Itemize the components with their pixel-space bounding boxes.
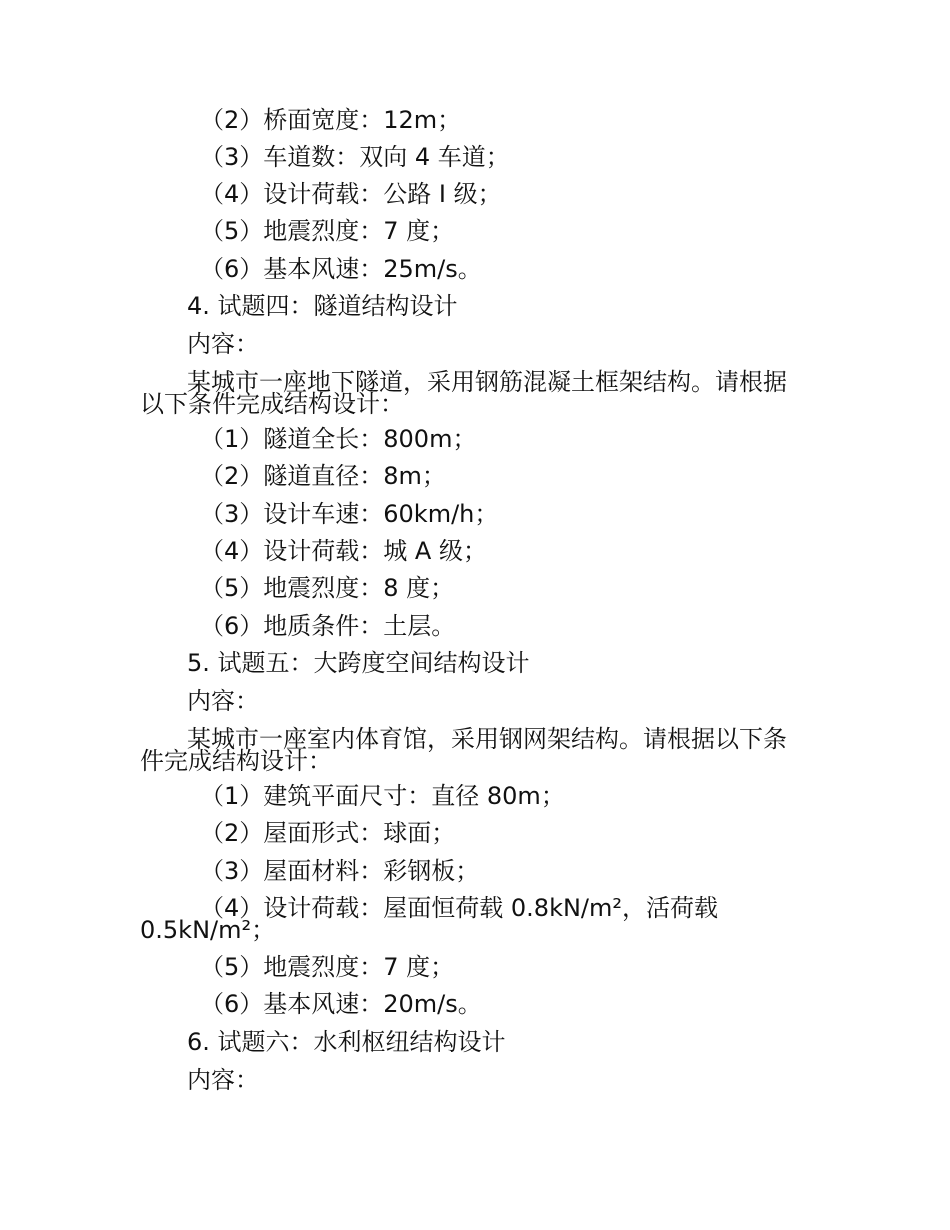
- list-item: （5）地震烈度：7 度；: [200, 953, 455, 981]
- content-label: 内容：: [187, 330, 259, 358]
- list-item: （4）设计荷载：公路 I 级；: [200, 180, 502, 208]
- list-item: （3）设计车速：60km/h；: [200, 500, 499, 528]
- list-item: （2）隧道直径：8m；: [200, 462, 446, 490]
- paragraph-line: 件完成结构设计：: [140, 747, 332, 775]
- list-item-continuation: 0.5kN/m²；: [140, 916, 276, 944]
- list-item: （5）地震烈度：8 度；: [200, 574, 455, 602]
- section-heading: 6. 试题六：水利枢纽结构设计: [187, 1028, 506, 1056]
- list-item: （5）地震烈度：7 度；: [200, 217, 455, 245]
- list-item: （3）屋面材料：彩钢板；: [200, 857, 480, 885]
- list-item: （4）设计荷载：屋面恒荷载 0.8kN/m²，活荷载: [200, 894, 719, 922]
- list-item: （2）桥面宽度：12m；: [200, 106, 462, 134]
- paragraph-line: 某城市一座地下隧道，采用钢筋混凝土框架结构。请根据: [187, 368, 787, 396]
- list-item: （1）隧道全长：800m；: [200, 425, 477, 453]
- list-item: （6）基本风速：20m/s。: [200, 990, 482, 1018]
- list-item: （4）设计荷载：城 A 级；: [200, 537, 487, 565]
- list-item: （3）车道数：双向 4 车道；: [200, 143, 510, 171]
- list-item: （6）地质条件：土层。: [200, 612, 456, 640]
- paragraph-line: 以下条件完成结构设计：: [140, 390, 404, 418]
- list-item: （1）建筑平面尺寸：直径 80m；: [200, 782, 565, 810]
- content-label: 内容：: [187, 1066, 259, 1094]
- section-heading: 4. 试题四：隧道结构设计: [187, 292, 458, 320]
- section-heading: 5. 试题五：大跨度空间结构设计: [187, 649, 530, 677]
- content-label: 内容：: [187, 687, 259, 715]
- list-item: （6）基本风速：25m/s。: [200, 255, 482, 283]
- paragraph-line: 某城市一座室内体育馆，采用钢网架结构。请根据以下条: [187, 725, 787, 753]
- list-item: （2）屋面形式：球面；: [200, 819, 456, 847]
